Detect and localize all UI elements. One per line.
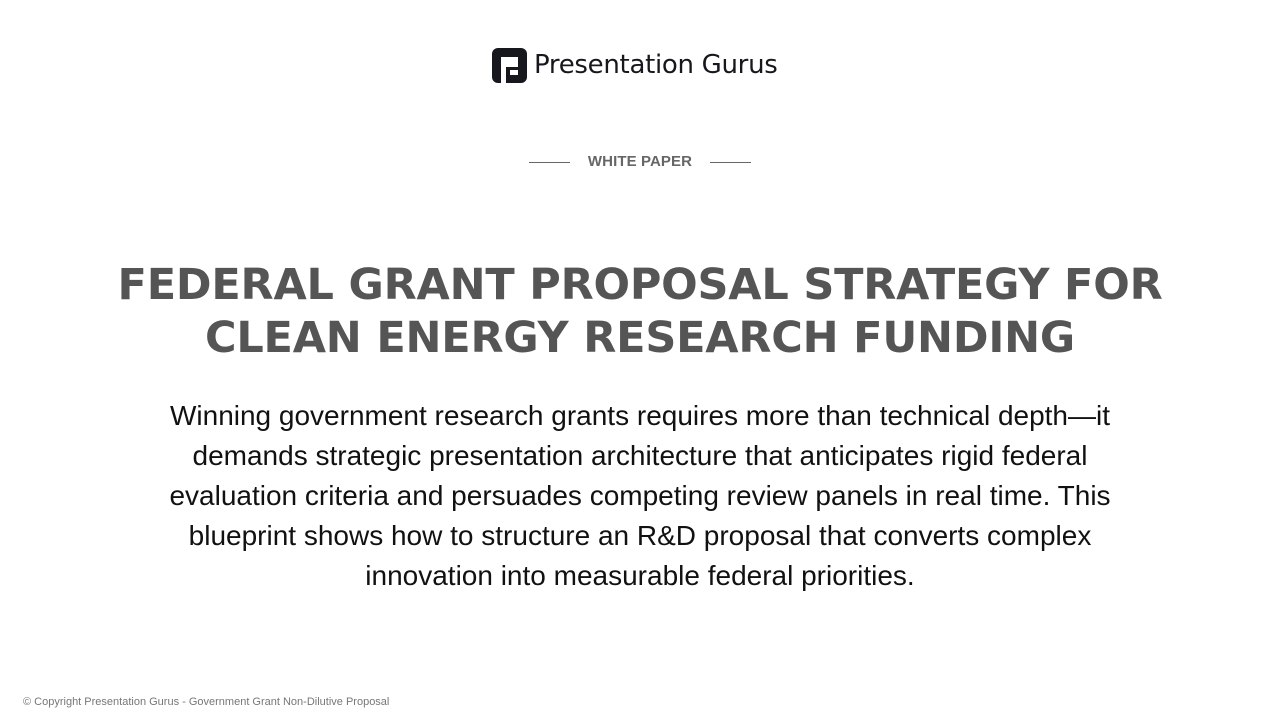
eyebrow	[0, 152, 1280, 172]
title-line-1: FEDERAL GRANT PROPOSAL STRATEGY FOR	[117, 260, 1163, 310]
eyebrow-divider-right	[710, 162, 751, 163]
brand-name: Presentation Gurus	[534, 50, 778, 80]
title-line-2: CLEAN ENERGY RESEARCH FUNDING	[204, 313, 1076, 363]
footer-copyright: © Copyright Presentation Gurus - Government Grant Non-Dilutive Proposal	[23, 696, 390, 708]
brand-logo	[492, 47, 778, 83]
eyebrow-divider-left	[529, 162, 570, 163]
eyebrow-label: WHITE PAPER	[587, 153, 693, 170]
presentation-gurus-logo-icon	[492, 48, 527, 83]
page-subtitle: Winning government research grants requires more than technical depth—it demands strategic presentation architecture that anticipates rigid federal evaluation criteria and persuades competing review panels in real time. This blueprint shows how to structure an R&D proposal that converts complex innovation into measurable federal priorities.	[169, 400, 1111, 591]
page-title	[100, 259, 1180, 365]
